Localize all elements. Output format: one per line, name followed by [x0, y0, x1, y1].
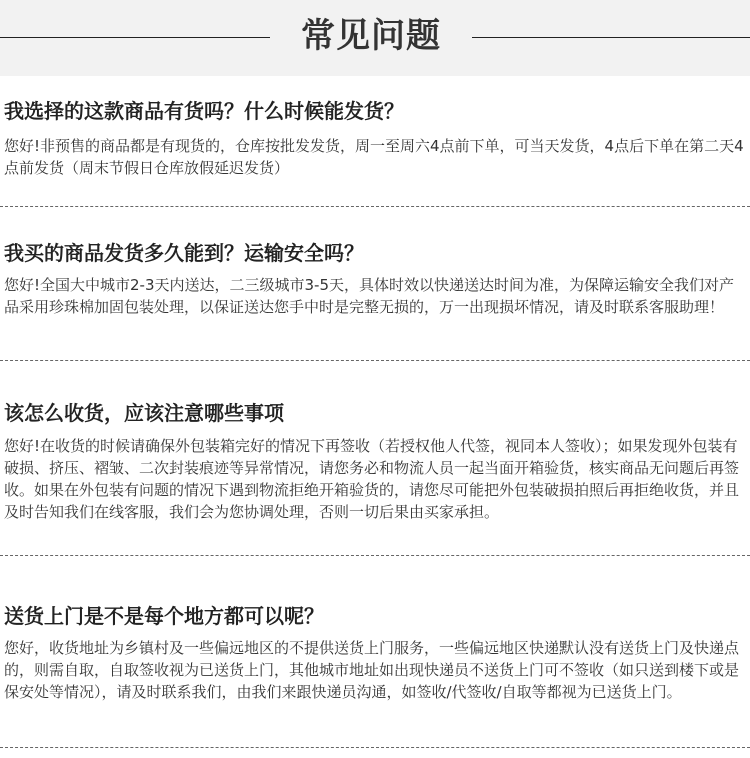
- header-rule-right: [472, 37, 750, 38]
- page-title: 常见问题: [301, 16, 441, 56]
- faq-question: 送货上门是不是每个地方都可以呢？: [4, 604, 324, 628]
- header-rule-left: [0, 37, 270, 38]
- faq-answer: 您好!全国大中城市2-3天内送达，二三级城市3-5天，具体时效以快递送达时间为准，为保障运输安全我们对产品采用珍珠棉加固包装处理，以保证送达您手中时是完整无损的，万一出现损坏情况，请及时联系客服助理！: [4, 276, 735, 316]
- faq-divider: [0, 206, 750, 207]
- faq-divider: [0, 555, 750, 556]
- faq-divider: [0, 747, 750, 748]
- faq-answer: 您好!非预售的商品都是有现货的，仓库按批发发货，周一至周六4点前下单，可当天发货，4点后下单在第二天4点前发货（周末节假日仓库放假延迟发货）: [4, 137, 744, 177]
- faq-question: 我买的商品发货多久能到？运输安全吗？: [4, 241, 364, 265]
- faq-answer: 您好!在收货的时候请确保外包装箱完好的情况下再签收（若授权他人代签，视同本人签收）；如果发现外包装有破损、挤压、褶皱、二次封装痕迹等异常情况，请您务必和物流人员一起当面开箱验货，核实商品无问题后再签收。如果在外包装有问题的情况下遇到物流拒绝开箱验货的，请您尽可能把外包装破损拍照后再拒绝收货，并且及时告知我们在线客服，我们会为您协调处理，否则一切后果由买家承担。: [4, 437, 740, 521]
- faq-question: 我选择的这款商品有货吗？什么时候能发货？: [4, 99, 404, 123]
- faq-question: 该怎么收货，应该注意哪些事项: [4, 401, 284, 425]
- page-header: [0, 0, 750, 76]
- faq-answer: 您好，收货地址为乡镇村及一些偏远地区的不提供送货上门服务，一些偏远地区快递默认没有送货上门及快递点的，则需自取，自取签收视为已送货上门，其他城市地址如出现快递员不送货上门可不签收（如只送到楼下或是保安处等情况），请及时联系我们，由我们来跟快递员沟通，如签收/代签收/自取等都视为已送货上门。: [4, 639, 740, 701]
- faq-divider: [0, 360, 750, 361]
